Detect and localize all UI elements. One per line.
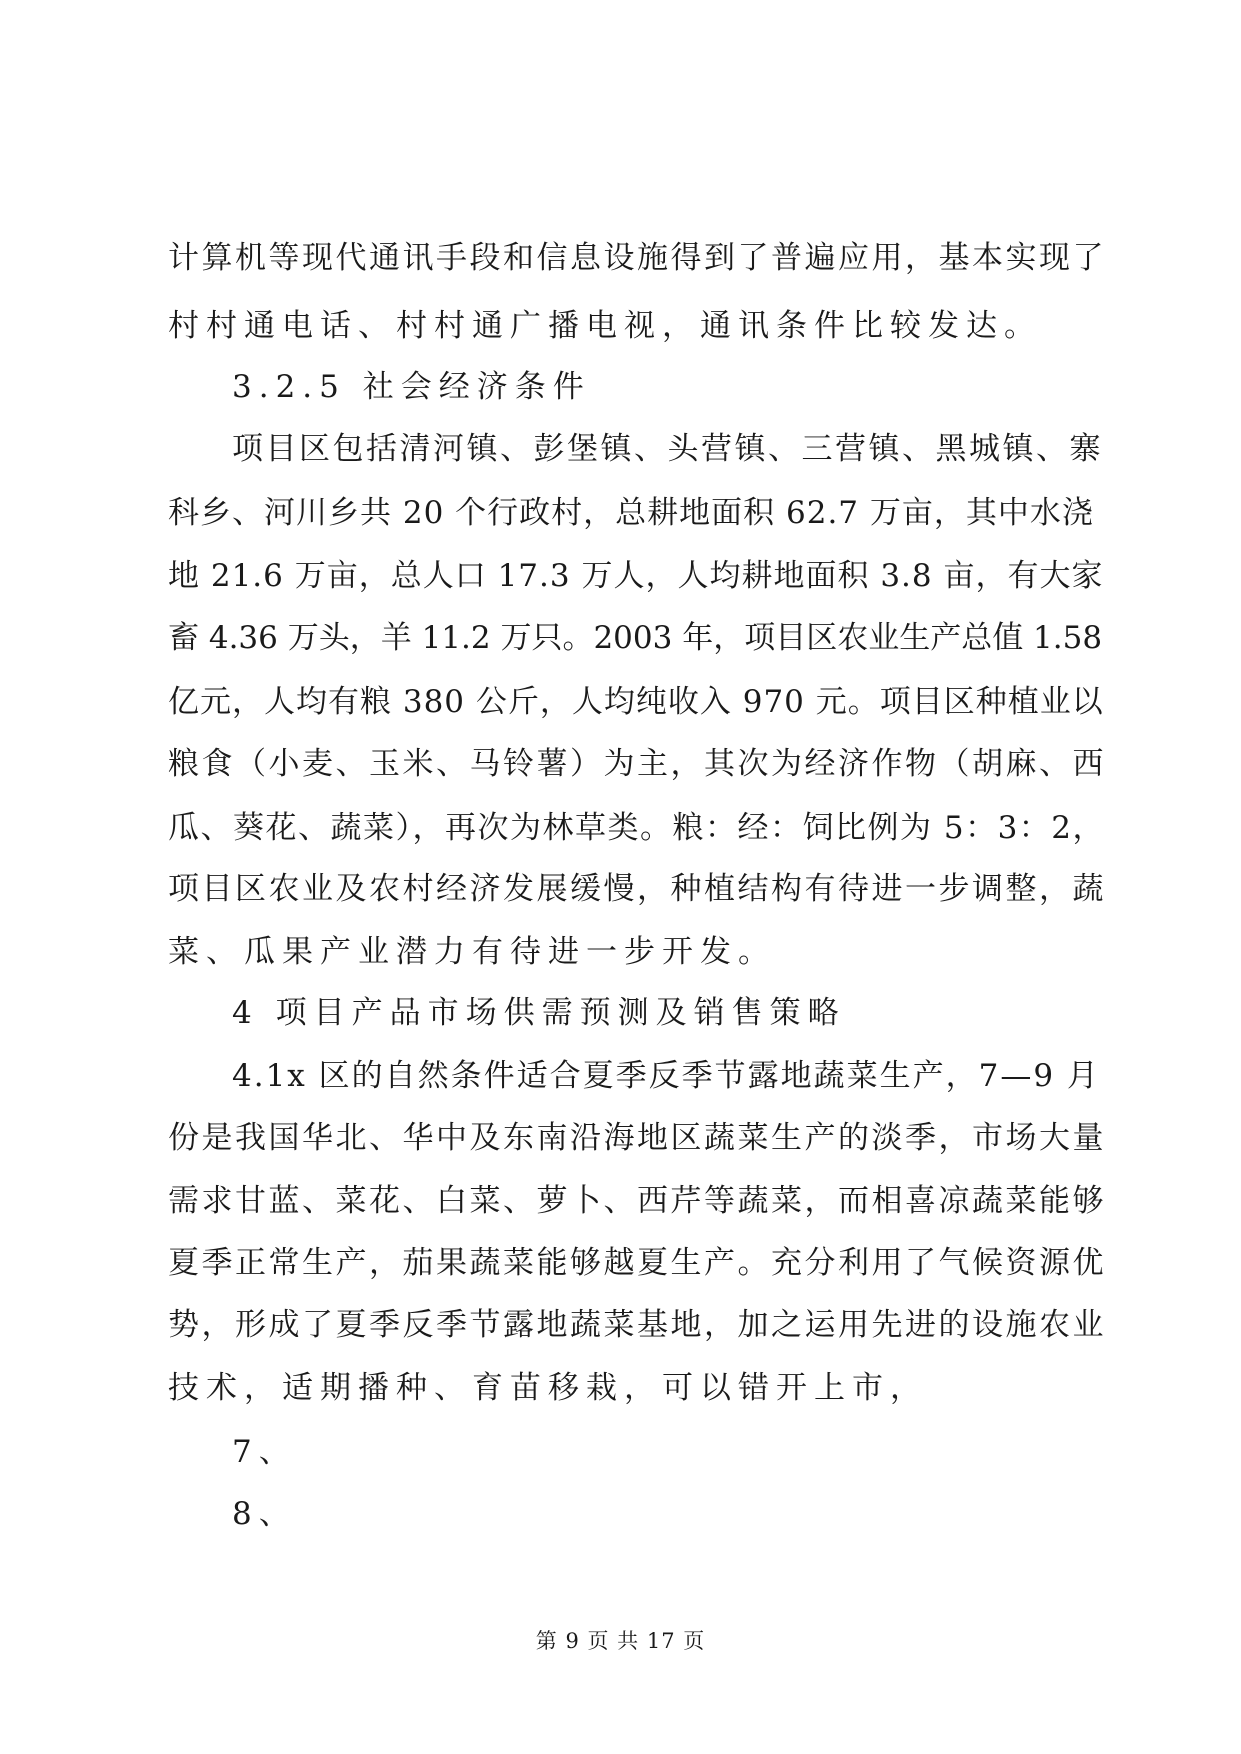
text-line: 技术，适期播种、育苗移栽，可以错开上市， <box>168 1370 928 1406</box>
text-line: 地 21.6 万亩，总人口 17.3 万人，人均耕地面积 3.8 亩，有大家 <box>168 558 1104 594</box>
text-line: 畜 4.36 万头，羊 11.2 万只。2003 年，项目区农业生产总值 1.58 <box>168 620 1103 656</box>
text-line: 项目区农业及农村经济发展缓慢，种植结构有待进一步调整，蔬 <box>168 871 1106 907</box>
text-line: 势，形成了夏季反季节露地蔬菜基地，加之运用先进的设施农业 <box>168 1307 1106 1343</box>
section-heading: 4 项目产品市场供需预测及销售策略 <box>232 995 846 1031</box>
text-line: 计算机等现代通讯手段和信息设施得到了普遍应用，基本实现了 <box>168 240 1106 276</box>
text-line: 村村通电话、村村通广播电视，通讯条件比较发达。 <box>168 308 1042 344</box>
text-line: 需求甘蓝、菜花、白菜、萝卜、西芹等蔬菜，而相喜凉蔬菜能够 <box>168 1183 1106 1219</box>
text-line: 项目区包括清河镇、彭堡镇、头营镇、三营镇、黑城镇、寨 <box>232 431 1103 467</box>
text-line: 夏季正常生产，茄果蔬菜能够越夏生产。充分利用了气候资源优 <box>168 1245 1106 1281</box>
text-line: 亿元，人均有粮 380 公斤，人均纯收入 970 元。项目区种植业以 <box>168 684 1104 720</box>
list-item: 7、 <box>232 1434 297 1470</box>
text-line: 粮食（小麦、玉米、马铃薯）为主，其次为经济作物（胡麻、西 <box>168 746 1106 782</box>
section-heading: 3.2.5 社会经济条件 <box>232 369 591 405</box>
text-line: 科乡、河川乡共 20 个行政村，总耕地面积 62.7 万亩，其中水浇 <box>168 495 1094 531</box>
text-line: 份是我国华北、华中及东南沿海地区蔬菜生产的淡季，市场大量 <box>168 1120 1106 1156</box>
page-number-footer: 第 9 页 共 17 页 <box>535 1629 706 1653</box>
text-line: 瓜、葵花、蔬菜），再次为林草类。粮：经：饲比例为 5：3：2， <box>168 810 1106 846</box>
list-item: 8、 <box>232 1496 297 1532</box>
text-line: 4.1x 区的自然条件适合夏季反季节露地蔬菜生产，7—9 月 <box>232 1058 1100 1094</box>
text-line: 菜、瓜果产业潜力有待进一步开发。 <box>168 934 776 970</box>
